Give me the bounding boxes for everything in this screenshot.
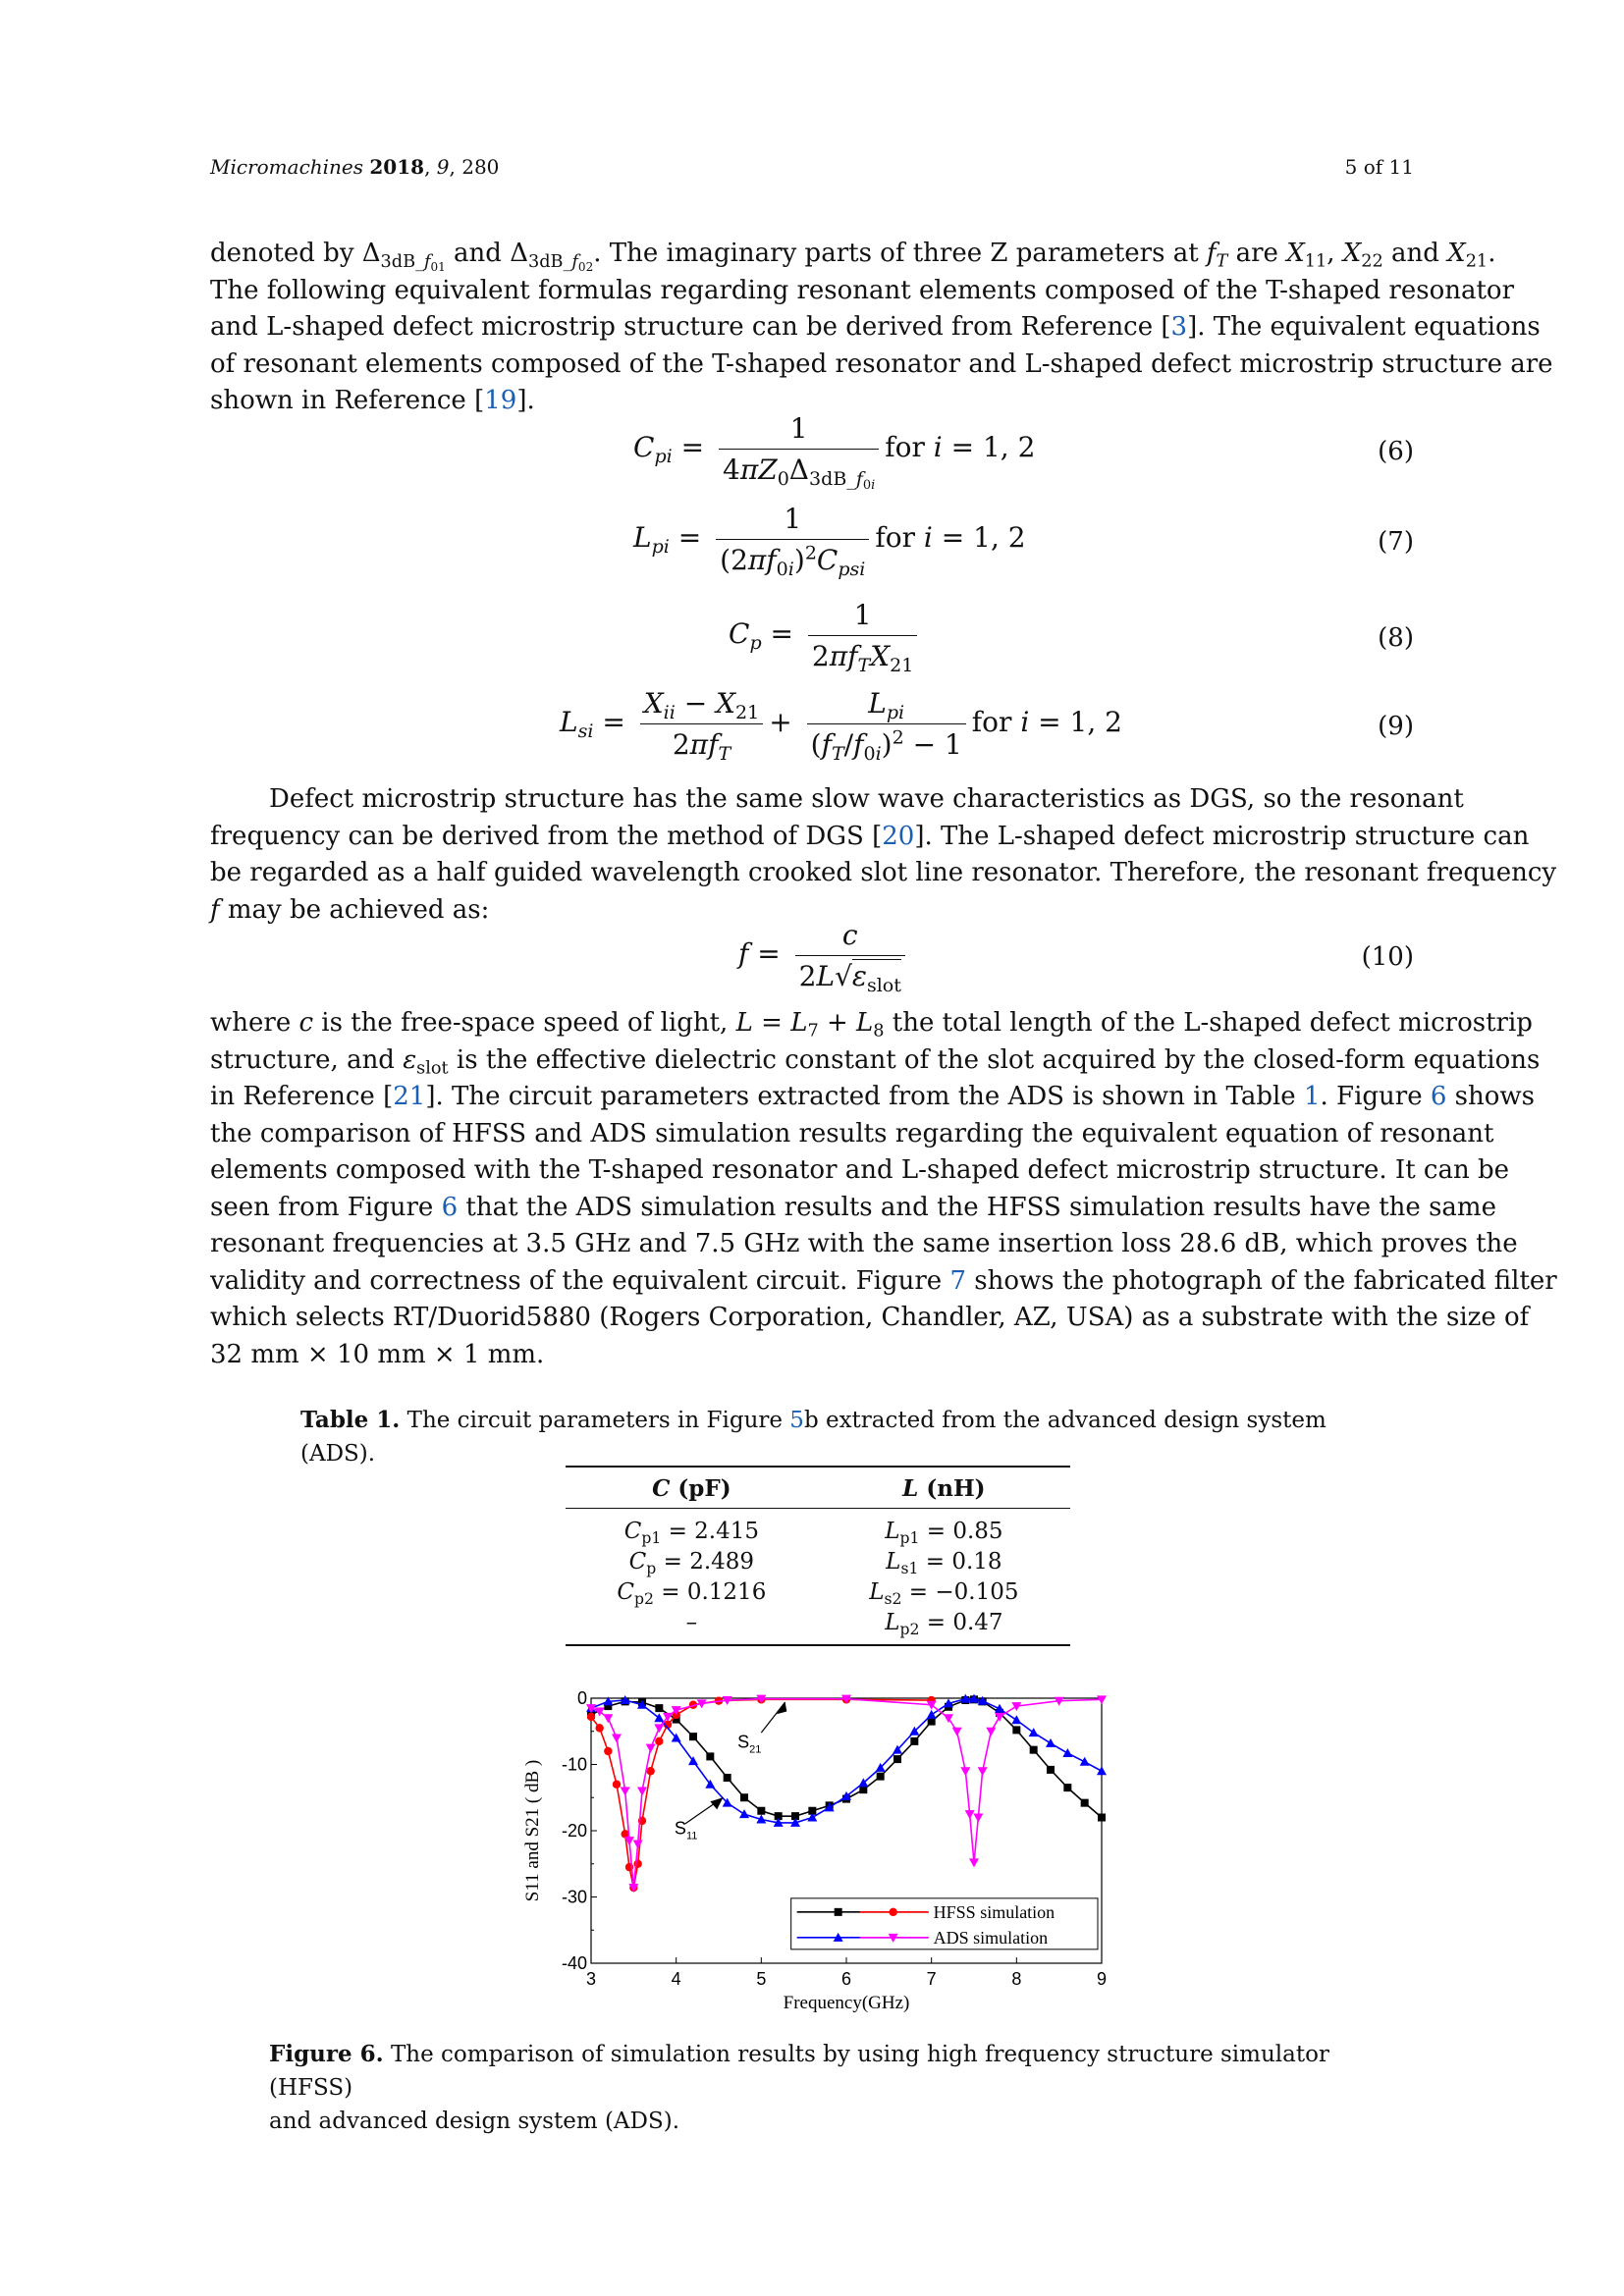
table-header-c: C (pF) xyxy=(566,1467,818,1509)
data-point xyxy=(1080,1757,1090,1766)
para3-line-3: in Reference [21]. The circuit parameters extracted from the ADS is shown in Table 1. Figure 6 shows xyxy=(210,1082,1536,1111)
equation-8-number: (8) xyxy=(1378,623,1414,653)
journal-year: 2018 xyxy=(369,155,425,179)
data-point xyxy=(995,1704,1004,1713)
y-tick-label: -40 xyxy=(561,1953,587,1973)
data-point xyxy=(1063,1784,1071,1791)
s-parameter-chart xyxy=(511,1681,1119,2034)
para2-line-3: be regarded as a half guided wavelength crooked slot line resonator. Therefore, the resonant frequency xyxy=(210,858,1557,887)
y-tick-label: -30 xyxy=(561,1887,587,1907)
x-tick-label: 8 xyxy=(1011,1969,1022,1989)
data-point xyxy=(1097,1766,1107,1775)
x-tick-label: 6 xyxy=(840,1969,852,1989)
table-1-caption-text: The circuit parameters in Figure 5b extracted from the advanced design system (ADS). xyxy=(300,1408,1326,1467)
data-point xyxy=(969,1858,979,1867)
equation-6-number: (6) xyxy=(1378,437,1414,466)
data-point xyxy=(973,1814,983,1823)
para1-line-5: shown in Reference [19]. xyxy=(210,386,535,415)
table-1-caption xyxy=(300,1404,1380,1470)
data-point xyxy=(944,1714,953,1723)
legend-label: ADS simulation xyxy=(933,1927,1049,1948)
figure-6 xyxy=(511,1681,1119,2038)
data-point xyxy=(893,1755,901,1763)
figure-6-caption-line-1 xyxy=(269,2038,1408,2105)
article-number: 280 xyxy=(461,155,500,179)
data-point xyxy=(587,1713,595,1721)
para3-line-9: which selects RT/Duorid5880 (Rogers Corporation, Chandler, AZ, USA) as a substrate with the size of xyxy=(210,1303,1530,1332)
x-tick-label: 3 xyxy=(585,1969,597,1989)
data-point xyxy=(927,1710,937,1719)
para1-line-2: The following equivalent formulas regarding resonant elements composed of the T-shaped resonator xyxy=(210,275,1515,305)
data-point xyxy=(724,1774,731,1782)
data-point xyxy=(706,1752,714,1760)
table-cell: $L_{s2} = -0.105$ xyxy=(869,1579,1019,1608)
table-row xyxy=(566,1608,1070,1645)
data-point xyxy=(1081,1799,1089,1807)
table-1-label: Table 1. xyxy=(300,1407,401,1433)
equation-10: f = $\frac{c}{2L√\varepsilon_{slot}}$ xyxy=(738,919,911,992)
y-tick-label: -10 xyxy=(561,1754,587,1775)
para3-line-10: 32 mm × 10 mm × 1 mm. xyxy=(210,1339,545,1369)
table-cell: $L_{p1} = 0.85$ xyxy=(885,1519,1003,1547)
paragraph-2 xyxy=(210,781,1557,929)
para3-line-2: structure, and $\varepsilon_{slot}$ is the effective dielectric constant of the slot acquired by the closed-form equations xyxy=(210,1044,1541,1079)
table-cell: – xyxy=(566,1608,818,1645)
data-point xyxy=(739,1809,749,1818)
x-tick-label: 9 xyxy=(1096,1969,1108,1989)
equation-9-number: (9) xyxy=(1378,712,1414,741)
table-cell: $C_p = 2.489$ xyxy=(628,1549,755,1577)
x-tick-label: 5 xyxy=(756,1969,767,1989)
data-point xyxy=(612,1735,622,1743)
figure-6-caption xyxy=(269,2038,1408,2138)
table-header-l: L (nH) xyxy=(818,1467,1070,1509)
data-point xyxy=(655,1704,663,1712)
legend-label: HFSS simulation xyxy=(933,1901,1056,1922)
data-point xyxy=(613,1781,621,1789)
table-row xyxy=(566,1547,1070,1577)
para3-line-8: validity and correctness of the equivalent circuit. Figure 7 shows the photograph of the fabricated filter xyxy=(210,1265,1557,1296)
journal-volume: 9 xyxy=(436,155,450,179)
data-point xyxy=(952,1728,962,1736)
table-cell: $C_{p1} = 2.415$ xyxy=(623,1519,760,1547)
data-point xyxy=(1029,1728,1039,1736)
paragraph-3 xyxy=(210,1005,1557,1373)
annotation-s21: $S_{21}$ xyxy=(737,1732,762,1756)
data-point xyxy=(1012,1726,1020,1734)
running-header xyxy=(210,155,1414,185)
journal-citation: Micromachines 2018, 9, 280 xyxy=(210,155,500,179)
x-tick-label: 4 xyxy=(671,1969,681,1989)
data-point xyxy=(960,1767,970,1776)
data-point xyxy=(595,1724,603,1732)
data-point xyxy=(1011,1702,1021,1711)
data-point xyxy=(978,1767,988,1776)
data-point xyxy=(1030,1746,1038,1754)
arrowhead xyxy=(777,1702,786,1714)
data-point xyxy=(910,1737,918,1745)
x-axis-label: Frequency(GHz) xyxy=(783,1993,910,2013)
data-point xyxy=(621,1788,630,1796)
page-number: 5 of 11 xyxy=(1344,155,1414,179)
y-axis-label: S11 and S21 ( dB ) xyxy=(522,1759,543,1902)
data-point xyxy=(889,1908,896,1916)
table-cell: $L_{p2} = 0.47$ xyxy=(818,1608,1070,1645)
data-point xyxy=(637,1788,647,1796)
table-row xyxy=(566,1509,1070,1548)
arrowhead xyxy=(710,1797,723,1809)
figure-6-caption-line-2: and advanced design system (ADS). xyxy=(269,2109,680,2134)
para2-line-1: Defect microstrip structure has the same slow wave characteristics as DGS, so the resonant xyxy=(269,784,1464,814)
data-point xyxy=(835,1908,842,1916)
para1-line-3: and L-shaped defect microstrip structure can be derived from Reference [3]. The equivalent equations xyxy=(210,312,1541,342)
data-point xyxy=(1047,1766,1055,1774)
para3-line-1: where c is the free-space speed of light, $L = L_7 + L_8$ the total length of the L-shaped defect microstrip xyxy=(210,1008,1533,1041)
data-point xyxy=(646,1744,656,1753)
table-row xyxy=(566,1577,1070,1608)
para1-line-4: of resonant elements composed of the T-shaped resonator and L-shaped defect microstrip structure are xyxy=(210,348,1553,379)
table-cell: $L_{s1} = 0.18$ xyxy=(886,1549,1002,1577)
data-point xyxy=(1062,1748,1072,1757)
table-cell: $C_{p2} = 0.1216$ xyxy=(617,1579,767,1608)
equation-6: $C_{pi}$ = $\frac{1}{4\pi Z_0\Delta_{3dB\_f_{0i}}}$ for i = 1, 2 xyxy=(633,412,1036,494)
data-point xyxy=(877,1773,885,1781)
data-point xyxy=(986,1728,996,1736)
figure-6-label: Figure 6. xyxy=(269,2041,384,2067)
equation-7: $L_{pi}$ = $\frac{1}{(2\pi f_{0i})^2C_{psi}}$ for i = 1, 2 xyxy=(633,503,1026,581)
para3-line-4: the comparison of HFSS and ADS simulation results regarding the equivalent equation of resonant xyxy=(210,1118,1494,1148)
equation-9: $L_{si}$ = $\frac{X_{ii} - X_{21}}{2\pi f_T}$ + $\frac{L_{pi}}{(f_T/f_{0i})^2 - 1}$ for i = 1, 2 xyxy=(560,687,1122,766)
data-point xyxy=(646,1767,654,1775)
data-point xyxy=(633,1841,643,1849)
para3-line-6: seen from Figure 6 that the ADS simulation results and the HFSS simulation results have the same xyxy=(210,1192,1496,1222)
data-point xyxy=(689,1733,697,1740)
data-point xyxy=(654,1724,664,1733)
x-tick-label: 7 xyxy=(926,1969,937,1989)
data-point xyxy=(603,1714,613,1723)
data-point xyxy=(1011,1715,1021,1724)
data-point xyxy=(757,1807,765,1815)
para2-line-2: frequency can be derived from the method of DGS [20]. The L-shaped defect microstrip structure can xyxy=(210,821,1530,851)
data-point xyxy=(1046,1738,1056,1747)
data-point xyxy=(965,1810,975,1819)
journal-name: Micromachines xyxy=(210,155,364,179)
data-point xyxy=(655,1737,663,1745)
para3-line-5: elements composed with the T-shaped resonator and L-shaped defect microstrip structure. It can be xyxy=(210,1155,1510,1185)
annotation-s11: $S_{11}$ xyxy=(674,1818,698,1842)
annotation-arrow-s21 xyxy=(761,1702,785,1733)
data-point xyxy=(1098,1814,1106,1822)
para2-line-4: f may be achieved as: xyxy=(210,894,490,925)
table-1 xyxy=(566,1466,1070,1646)
y-tick-label: -20 xyxy=(561,1821,587,1841)
equation-7-number: (7) xyxy=(1378,527,1414,557)
paragraph-1 xyxy=(210,236,1553,420)
para1-line-1: denoted by $\Delta_{3dB\_f_{01}}$ and $\Delta_{3dB\_f_{02}}$. The imaginary parts of three Z parameters at $f_T$ are $X_{11}$, $X_{22}$ and $X_{21}$. xyxy=(210,239,1496,274)
y-tick-label: 0 xyxy=(576,1688,587,1708)
para3-line-7: resonant frequencies at 3.5 GHz and 7.5 GHz with the same insertion loss 28.6 dB, which proves the xyxy=(210,1229,1518,1258)
equation-10-number: (10) xyxy=(1361,942,1414,972)
equation-8: $C_p$ = $\frac{1}{2\pi f_TX_{21}}$ xyxy=(729,599,923,672)
data-point xyxy=(740,1793,748,1801)
figure-6-caption-text: The comparison of simulation results by using high frequency structure simulator (HFSS) xyxy=(269,2042,1329,2101)
data-point xyxy=(604,1747,612,1755)
